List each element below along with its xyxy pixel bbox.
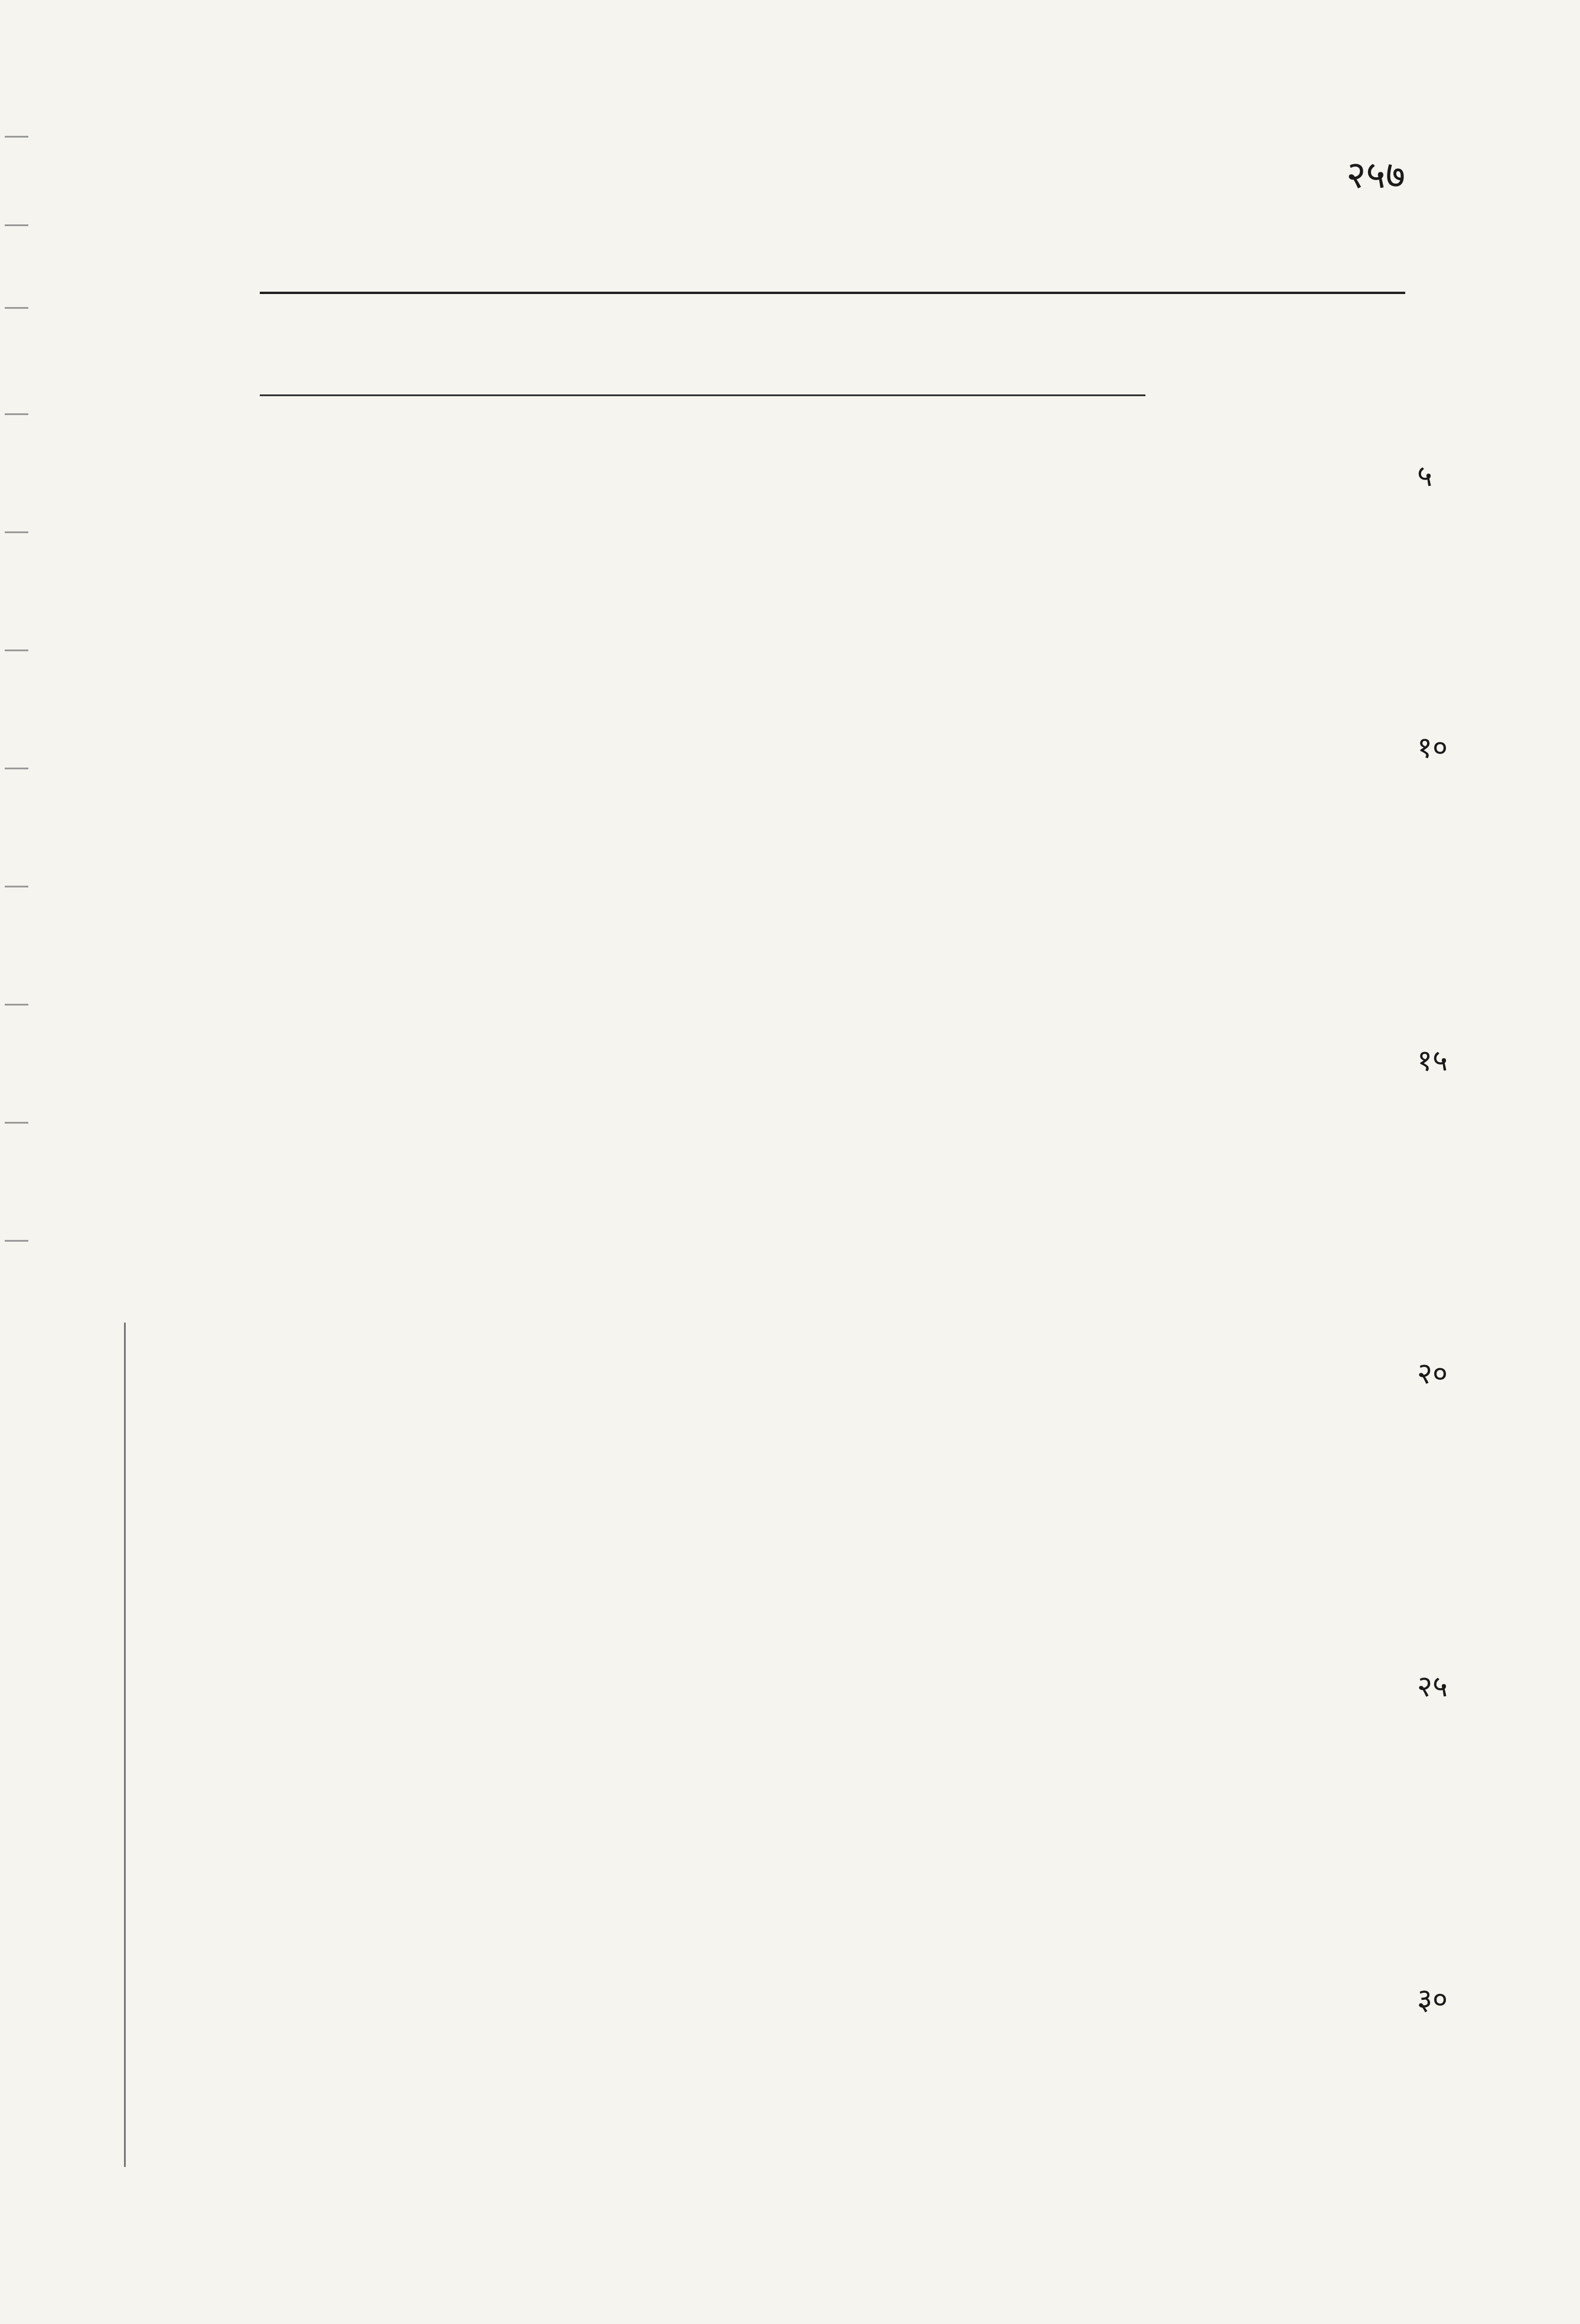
edge-tick bbox=[5, 1004, 28, 1006]
edge-tick bbox=[5, 1122, 28, 1124]
commentary-heading bbox=[260, 312, 1405, 371]
running-header bbox=[260, 136, 1405, 201]
page-number: २५७ bbox=[1346, 154, 1405, 197]
line-number: ३० bbox=[1417, 1982, 1448, 2016]
line-number: २० bbox=[1417, 1356, 1448, 1391]
section-divider bbox=[260, 292, 1405, 294]
vertical-rule bbox=[124, 1323, 126, 2167]
line-number: २५ bbox=[1417, 1669, 1448, 1703]
page bbox=[260, 136, 1405, 412]
edge-tick bbox=[5, 768, 28, 769]
margin-edge bbox=[0, 0, 41, 2324]
edge-tick bbox=[5, 1240, 28, 1242]
line-number: १५ bbox=[1417, 1043, 1448, 1078]
edge-tick bbox=[5, 224, 28, 226]
line-number: १० bbox=[1417, 730, 1448, 765]
section-heading bbox=[260, 218, 1405, 278]
edge-tick bbox=[5, 531, 28, 533]
line-number: ५ bbox=[1417, 459, 1432, 493]
edge-tick bbox=[5, 307, 28, 309]
line-numbers bbox=[1417, 0, 1535, 2324]
edge-tick bbox=[5, 649, 28, 651]
edge-tick bbox=[5, 413, 28, 415]
footnotes bbox=[260, 394, 1145, 406]
edge-tick bbox=[5, 886, 28, 887]
edge-tick bbox=[5, 136, 28, 138]
